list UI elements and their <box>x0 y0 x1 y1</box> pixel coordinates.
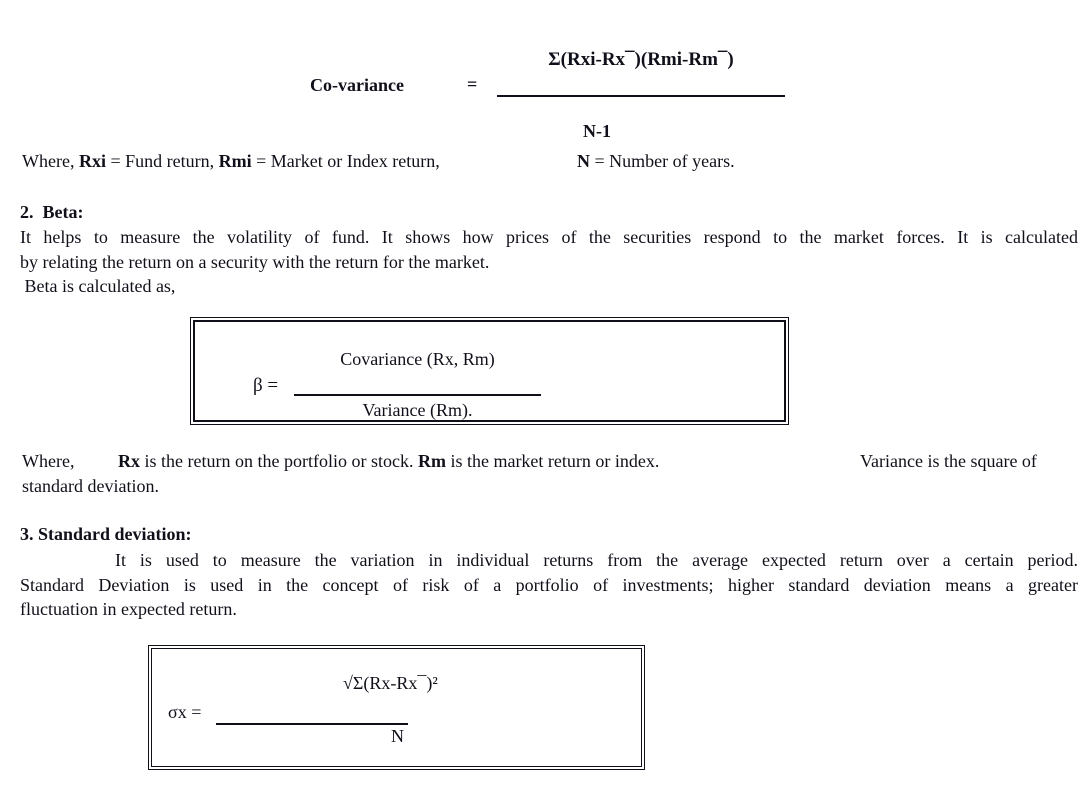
beta-paragraph <box>20 225 1078 299</box>
beta-section-heading: 2. Beta: <box>20 202 84 222</box>
covariance-where-n-definition: N = Number of years. <box>577 151 735 171</box>
stddev-section-heading: 3. Standard deviation: <box>20 524 192 544</box>
stddev-formula-box <box>148 645 645 770</box>
stddev-paragraph <box>20 548 1078 622</box>
stddev-denominator: N <box>391 726 404 746</box>
paragraph-line: Beta is calculated as, <box>20 276 176 296</box>
paragraph-line: It helps to measure the volatility of fund. It shows how prices of the securities respond to the market forces. It is calculated <box>20 227 1078 247</box>
covariance-where-text: Where, Rxi = Fund return, Rmi = Market or Index return, <box>22 151 440 171</box>
beta-where-intro: Where, <box>22 451 75 471</box>
beta-numerator: Covariance (Rx, Rm) <box>340 349 495 369</box>
equals-sign: = <box>467 74 478 94</box>
paragraph-line: It is used to measure the variation in individual returns from the average expected return over a certain period. <box>115 550 1078 570</box>
stddev-formula-inner-border <box>151 648 642 767</box>
covariance-numerator: Σ(Rxi-Rx¯)(Rmi-Rm¯) <box>497 48 785 97</box>
paragraph-line: by relating the return on a security with the return for the market. <box>20 251 490 272</box>
beta-symbol: β = <box>253 375 279 396</box>
paragraph-line: fluctuation in expected return. <box>20 599 237 619</box>
covariance-denominator: N-1 <box>583 121 611 141</box>
sigma-symbol: σx = <box>168 702 202 722</box>
stddev-numerator: √Σ(Rx-Rx¯)² <box>343 673 438 693</box>
beta-where-variance-note: Variance is the square of <box>860 451 1037 471</box>
beta-where-line2: standard deviation. <box>22 476 159 496</box>
covariance-label: Co-variance <box>310 75 404 95</box>
stddev-fraction-line <box>216 723 408 725</box>
beta-formula-box <box>190 317 789 425</box>
paragraph-line: Standard Deviation is used in the concept of risk of a portfolio of investments; higher standard deviation means a greater <box>20 574 1078 595</box>
beta-denominator: Variance (Rm). <box>362 400 473 420</box>
beta-where-text: Rx is the return on the portfolio or stock. Rm is the market return or index. <box>118 451 660 471</box>
covariance-fraction <box>497 48 785 97</box>
beta-fraction-line <box>294 394 541 396</box>
